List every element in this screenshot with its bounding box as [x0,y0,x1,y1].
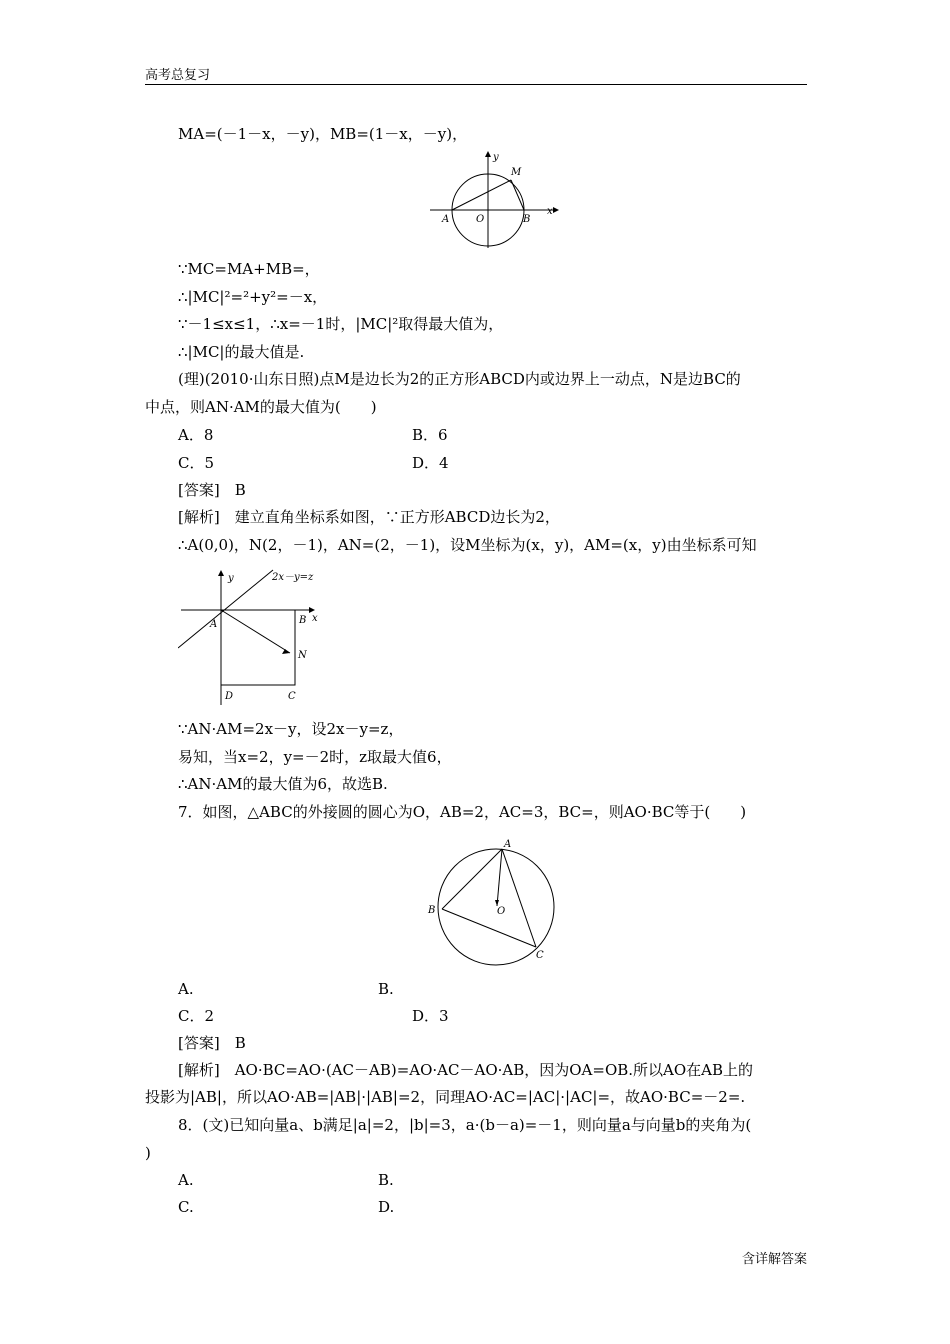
fig2-label-c: C [288,691,296,702]
fig3-label-b: B [428,905,436,916]
fig1-label-o: O [476,214,485,225]
page-header [145,64,807,85]
analysis-line: [解析] 建立直角坐标系如图，∵正方形ABCD边长为2， [178,508,560,526]
fig2-label-d: D [225,691,234,702]
fig1-label-a: A [442,214,450,225]
option-c: C. [178,1198,194,1216]
option-d: D．4 [412,454,449,472]
header-title: 高考总复习 [145,68,211,83]
fig2-label-line: 2x－y=z [272,572,314,583]
fig1-label-b: B [523,214,531,225]
option-b: B. [378,980,394,998]
page-footer [742,1248,807,1267]
text-line: 投影为|AB|，所以AO·AB=|AB|·|AB|=2，同理AO·AC=|AC|·|AC|=，故AO·BC=－2=. [145,1088,746,1106]
fig2-label-n: N [298,650,307,661]
fig1-label-m: M [511,167,522,178]
fig3-label-o: O [497,906,506,917]
text-line: ) [145,1144,151,1162]
option-a: A. [178,1171,194,1189]
fig1-label-x: x [547,206,553,217]
figure-circle-axes [425,148,560,253]
option-a: A. [178,980,194,998]
text-line: ∴|MC|的最大值是. [178,343,305,361]
text-line: ∵－1≤x≤1，∴x=－1时，|MC|²取得最大值为， [178,315,504,333]
question-8: 8．(文)已知向量a、b满足|a|=2，|b|=3，a·(b－a)=－1，则向量a与向量b的夹角为( [178,1116,752,1134]
text-line: ∴|MC|²=²+y²=－x， [178,288,328,306]
text-line: ∵AN·AM=2x－y，设2x－y=z， [178,720,404,738]
question-7: 7．如图，△ABC的外接圆的圆心为O，AB=2，AC=3，BC=，则AO·BC等于( ) [178,803,747,821]
answer-line: [答案] B [178,481,246,499]
fig2-label-y: y [228,573,234,584]
text-line: ∴A(0,0)，N(2，－1)，AN=(2，－1)，设M坐标为(x，y)，AM=(x，y)由坐标系可知 [178,536,757,554]
text-line: 易知，当x=2，y=－2时，z取最大值6， [178,748,452,766]
fig3-label-c: C [536,950,544,961]
text-line: 中点，则AN·AM的最大值为( ) [145,398,377,416]
fig3-label-a: A [504,839,512,850]
answer-line: [答案] B [178,1034,246,1052]
footer-note: 含详解答案 [741,1252,807,1267]
text-line: MA=(－1－x，－y)，MB=(1－x，－y)， [178,125,468,143]
text-line: ∵MC=MA+MB=， [178,260,320,278]
fig2-label-x: x [312,613,318,624]
fig2-label-a: A [210,619,218,630]
option-c: C．2 [178,1007,215,1025]
option-b: B. [378,1171,394,1189]
option-a: A．8 [178,426,214,444]
figure-square-axes [178,565,323,710]
text-line: ∴AN·AM的最大值为6，故选B. [178,775,388,793]
fig1-label-y: y [493,152,499,163]
figure-triangle-circle [420,836,560,966]
text-line: (理)(2010·山东日照)点M是边长为2的正方形ABCD内或边界上一动点，N是边BC的 [178,370,741,388]
option-c: C．5 [178,454,215,472]
fig2-label-b: B [299,615,307,626]
option-b: B．6 [412,426,448,444]
option-d: D. [378,1198,395,1216]
analysis-line: [解析] AO·BC=AO·(AC－AB)=AO·AC－AO·AB，因为OA=OB.所以AO在AB上的 [178,1061,754,1079]
option-d: D．3 [412,1007,449,1025]
